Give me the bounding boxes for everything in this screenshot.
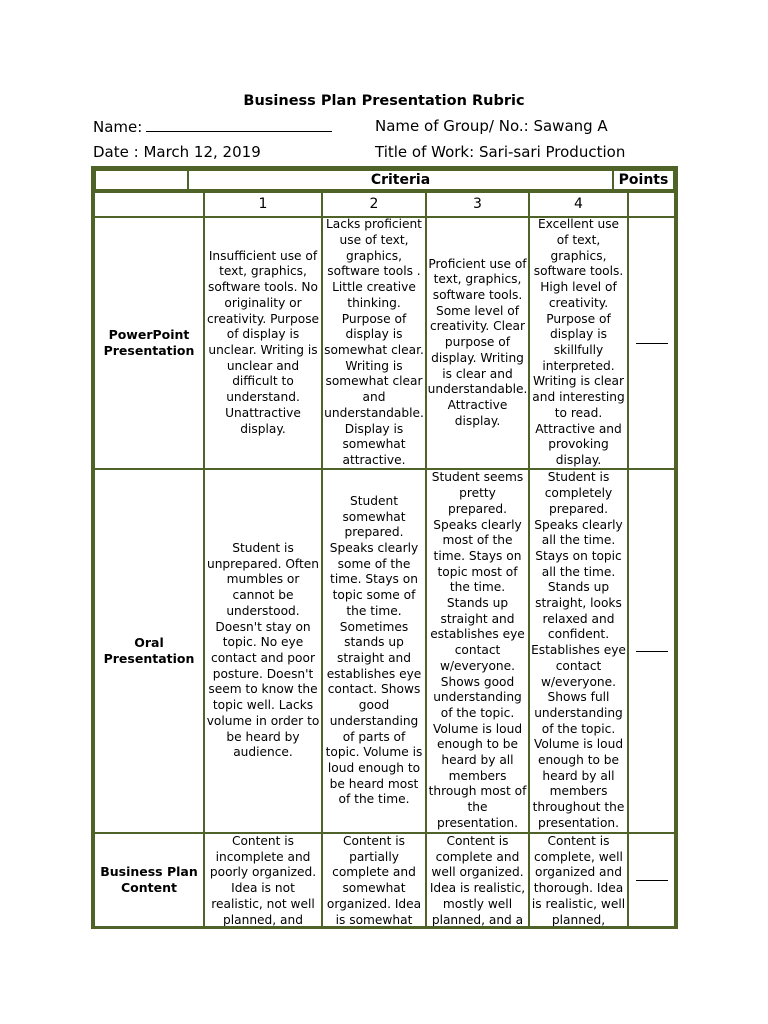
criteria-header: Criteria xyxy=(187,169,614,191)
name-label: Name: xyxy=(93,118,143,136)
business-plan-points xyxy=(628,832,675,926)
oral-level-4: Student is completely prepared. Speaks clearly all the time. Stays on topic all the time. Stands up straight, looks relaxed and confident. Establishes eye contact w/everyone. Shows full understanding of the topic. Volume is loud enough to be heard by all members throughout the presentation. xyxy=(529,468,628,832)
powerpoint-level-2: Lacks proficient use of text, graphics, software tools . Little creative thinking. Purpose of display is somewhat clear. Writing is somewhat clear and understandable. Display is somewhat attractive. xyxy=(322,216,426,468)
oral-level-3: Student seems pretty prepared. Speaks clearly most of the time. Stays on topic most of the time. Stands up straight and establishes eye contact w/everyone. Shows good understanding of the topic. Volume is loud enough to be heard by all members through most of the presentation. xyxy=(426,468,529,832)
points-header: Points xyxy=(612,169,675,191)
business-plan-level-2: Content is partially complete and somewhat organized. Idea is somewhat xyxy=(322,832,426,926)
criterion-powerpoint: PowerPoint Presentation xyxy=(94,216,204,468)
powerpoint-points-blank xyxy=(636,343,668,344)
business-plan-level-4: Content is complete, well organized and thorough. Idea is realistic, well planned, xyxy=(529,832,628,926)
oral-points-blank xyxy=(636,651,668,652)
oral-level-2: Student somewhat prepared. Speaks clearly some of the time. Stays on topic some of the time. Sometimes stands up straight and establishes eye contact. Shows good understanding of parts of topic. Volume is loud enough to be heard most of the time. xyxy=(322,468,426,832)
group-label: Name of Group/ No.: Sawang A xyxy=(375,117,608,135)
powerpoint-level-4: Excellent use of text, graphics, software tools. High level of creativity. Purpose of display is skillfully interpreted. Writing is clear and interesting to read. Attractive and provoking display. xyxy=(529,216,628,468)
level-2-header: 2 xyxy=(322,191,426,216)
powerpoint-level-1: Insufficient use of text, graphics, software tools. No originality or creativity. Purpose of display is unclear. Writing is unclear and difficult to understand. Unattractive display. xyxy=(204,216,322,468)
business-plan-level-3: Content is complete and well organized. Idea is realistic, mostly well planned, and a xyxy=(426,832,529,926)
name-field xyxy=(93,117,332,136)
criterion-business-plan: Business Plan Content xyxy=(94,832,204,926)
oral-points xyxy=(628,468,675,832)
rubric-table xyxy=(91,166,678,929)
level-1-header: 1 xyxy=(204,191,322,216)
business-plan-points-blank xyxy=(636,880,668,881)
work-title-label: Title of Work: Sari-sari Production xyxy=(375,143,626,161)
powerpoint-level-3: Proficient use of text, graphics, software tools. Some level of creativity. Clear purpose of display. Writing is clear and understandable. Attractive display. xyxy=(426,216,529,468)
business-plan-level-1: Content is incomplete and poorly organized. Idea is not realistic, not well planned, and xyxy=(204,832,322,926)
name-blank-line xyxy=(146,117,332,132)
date-label: Date : March 12, 2019 xyxy=(93,143,261,161)
level-4-header: 4 xyxy=(529,191,628,216)
level-row-empty-cell xyxy=(94,191,204,216)
page-title: Business Plan Presentation Rubric xyxy=(243,93,525,109)
level-3-header: 3 xyxy=(426,191,529,216)
header-empty-cell xyxy=(94,169,189,191)
oral-level-1: Student is unprepared. Often mumbles or cannot be understood. Doesn't stay on topic. No eye contact and poor posture. Doesn't seem to know the topic well. Lacks volume in order to be heard by audience. xyxy=(204,468,322,832)
criterion-oral: Oral Presentation xyxy=(94,468,204,832)
level-row-points-cell xyxy=(628,191,675,216)
powerpoint-points xyxy=(628,216,675,468)
